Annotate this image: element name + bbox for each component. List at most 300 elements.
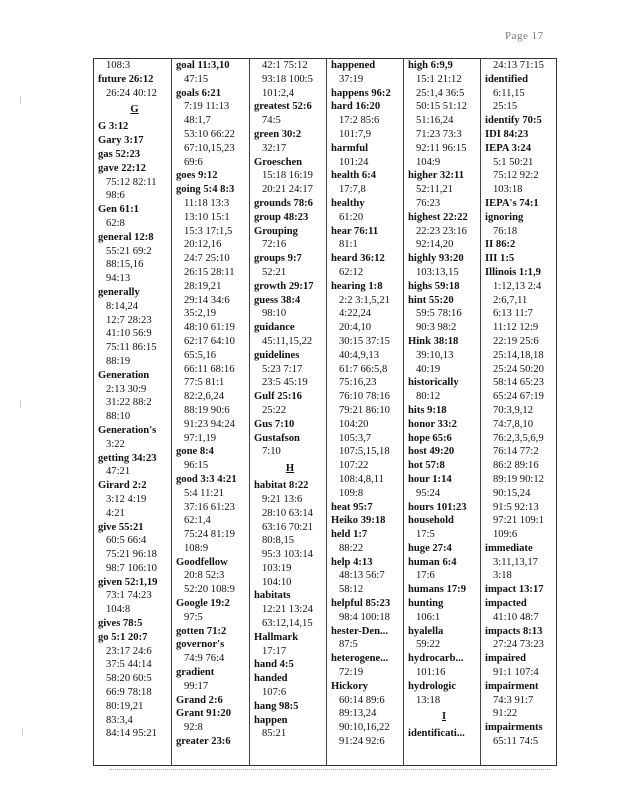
index-term: hear 76:11 xyxy=(331,225,379,237)
page-line-reference: 30:15 37:15 xyxy=(339,335,390,347)
index-term: Illinois 1:1,9 xyxy=(485,266,541,278)
page-line-reference: 95:24 xyxy=(416,487,441,499)
page-line-reference: 107:5,15,18 xyxy=(339,446,390,458)
index-term: Grouping xyxy=(254,225,298,237)
index-term: hunting xyxy=(408,598,444,610)
page-line-reference: 17:17 xyxy=(262,645,287,657)
index-term: future 26:12 xyxy=(98,73,154,85)
page-line-reference: 45:11,15,22 xyxy=(262,335,313,347)
page-line-reference: 67:10,15,23 xyxy=(184,142,235,154)
page-line-reference: 2:2 3:1,5,21 xyxy=(339,294,390,306)
page-line-reference: 23:5 45:19 xyxy=(262,377,308,389)
page-line-reference: 53:10 66:22 xyxy=(184,128,235,140)
index-term: impaired xyxy=(485,653,527,665)
index-term: held 1:7 xyxy=(331,529,368,541)
index-term: hydrocarb... xyxy=(408,653,464,665)
index-term: Hink 38:18 xyxy=(408,335,459,347)
page-line-reference: 107:22 xyxy=(339,460,369,472)
page-line-reference: 88:19 90:6 xyxy=(184,404,230,416)
page-line-reference: 74:5 xyxy=(262,115,281,127)
index-term: grounds 78:6 xyxy=(254,197,313,209)
index-term: Grand 2:6 xyxy=(176,694,223,706)
index-term: identified xyxy=(485,73,528,85)
page-line-reference: 37:19 xyxy=(339,73,364,85)
page-line-reference: 1:12,13 2:4 xyxy=(493,280,542,292)
page-line-reference: 99:17 xyxy=(184,680,209,692)
page-line-reference: 88:19 xyxy=(106,355,131,367)
page-line-reference: 80:8,15 xyxy=(262,535,295,547)
page-line-reference: 7:19 11:13 xyxy=(184,101,230,113)
index-term: Gustafson xyxy=(254,432,300,444)
index-term: greater 23:6 xyxy=(176,736,231,748)
page-line-reference: 66:11 68:16 xyxy=(184,363,235,375)
page-line-reference: 70:3,9,12 xyxy=(493,404,534,416)
index-term: guidelines xyxy=(254,349,300,361)
page-line-reference: 89:19 90:12 xyxy=(493,473,544,485)
index-term: immediate xyxy=(485,542,533,554)
page-line-reference: 17:6 xyxy=(416,570,435,582)
page-line-reference: 58:12 xyxy=(339,584,364,596)
page-line-reference: 48:13 56:7 xyxy=(339,570,385,582)
page-line-reference: 26:24 40:12 xyxy=(106,87,157,99)
index-term: hot 57:8 xyxy=(408,460,445,472)
index-term: III 1:5 xyxy=(485,253,515,265)
page-line-reference: 75:11 86:15 xyxy=(106,342,157,354)
index-term: hyalella xyxy=(408,625,444,637)
page-line-reference: 98:6 xyxy=(106,190,125,202)
index-term: huge 27:4 xyxy=(408,542,452,554)
page-line-reference: 74:3 91:7 xyxy=(493,694,534,706)
page-line-reference: 58:14 65:23 xyxy=(493,377,544,389)
page-line-reference: 22:23 23:16 xyxy=(416,225,467,237)
page-line-reference: 65:5,16 xyxy=(184,349,217,361)
page-line-reference: 12:7 28:23 xyxy=(106,314,152,326)
index-column-6 xyxy=(481,59,558,765)
page-line-reference: 76:14 77:2 xyxy=(493,446,539,458)
page-line-reference: 88:10 xyxy=(106,411,131,423)
page-line-reference: 58:20 60:5 xyxy=(106,673,152,685)
page-line-reference: 28:19,21 xyxy=(184,280,222,292)
page-line-reference: 92:8 xyxy=(184,722,203,734)
page-line-reference: 11:12 12:9 xyxy=(493,322,539,334)
page-line-reference: 69:6 xyxy=(184,156,203,168)
page-line-reference: 20:8 52:3 xyxy=(184,570,225,582)
index-term: impairments xyxy=(485,722,543,734)
index-term: ignoring xyxy=(485,211,524,223)
page-line-reference: 24:7 25:10 xyxy=(184,253,230,265)
page-line-reference: 25:1,4 36:5 xyxy=(416,87,465,99)
index-term: hand 4:5 xyxy=(254,659,294,671)
page-line-reference: 101:2,4 xyxy=(262,87,295,99)
page-line-reference: 27:24 73:23 xyxy=(493,639,544,651)
scan-mark xyxy=(20,96,24,104)
page-line-reference: 55:21 69:2 xyxy=(106,245,152,257)
index-term: Groeschen xyxy=(254,156,303,168)
page-line-reference: 25:14,18,18 xyxy=(493,349,544,361)
page-line-reference: 4:22,24 xyxy=(339,308,372,320)
page-line-reference: 9:21 13:6 xyxy=(262,493,303,505)
index-term: goal 11:3,10 xyxy=(176,60,230,71)
page-line-reference: 98:10 xyxy=(262,308,287,320)
page-line-reference: 108:4,8,11 xyxy=(339,473,384,485)
page-line-reference: 13:18 xyxy=(416,694,441,706)
page-line-reference: 59:5 78:16 xyxy=(416,308,462,320)
section-letter: G xyxy=(130,104,139,116)
page-line-reference: 88:15,16 xyxy=(106,259,144,271)
index-term: higher 32:11 xyxy=(408,170,465,182)
page-line-reference: 41:10 48:7 xyxy=(493,611,539,623)
index-term: gas 52:23 xyxy=(98,148,141,160)
index-term: IEPA 3:24 xyxy=(485,142,532,154)
page-line-reference: 75:12 82:11 xyxy=(106,176,157,188)
index-term: impacts 8:13 xyxy=(485,625,543,637)
page-line-reference: 90:10,16,22 xyxy=(339,722,390,734)
page-line-reference: 12:21 13:24 xyxy=(262,604,313,616)
index-term: Heiko 39:18 xyxy=(331,515,386,527)
page-line-reference: 101:7,9 xyxy=(339,128,372,140)
page-line-reference: 3:18 xyxy=(493,570,512,582)
page-line-reference: 62:8 xyxy=(106,217,125,229)
page-line-reference: 76:23 xyxy=(416,197,441,209)
index-term: given 52:1,19 xyxy=(98,576,158,588)
page-line-reference: 62:12 xyxy=(339,266,364,278)
index-term: honor 33:2 xyxy=(408,418,457,430)
page-line-reference: 22:19 25:6 xyxy=(493,335,539,347)
index-column-4 xyxy=(327,59,404,765)
index-term: highly 93:20 xyxy=(408,253,464,265)
page-line-reference: 40:19 xyxy=(416,363,441,375)
page-line-reference: 37:16 61:23 xyxy=(184,501,235,513)
page-line-reference: 60:5 66:4 xyxy=(106,535,147,547)
page-line-reference: 80:19,21 xyxy=(106,700,144,712)
page-line-reference: 25:15 xyxy=(493,101,518,113)
index-term: Goodfellow xyxy=(176,556,228,568)
index-term: give 55:21 xyxy=(98,521,144,533)
page-line-reference: 90:3 98:2 xyxy=(416,322,457,334)
index-term: group 48:23 xyxy=(254,211,309,223)
page-line-reference: 74:7,8,10 xyxy=(493,418,534,430)
page-line-reference: 50:15 51:12 xyxy=(416,101,467,113)
page-line-reference: 83:3,4 xyxy=(106,714,133,726)
index-term: hard 16:20 xyxy=(331,101,381,113)
page-line-reference: 90:15,24 xyxy=(493,487,531,499)
page-line-reference: 61:20 xyxy=(339,211,364,223)
page-line-reference: 2:6,7,11 xyxy=(493,294,528,306)
index-column-2 xyxy=(172,59,250,765)
page-line-reference: 48:10 61:19 xyxy=(184,322,235,334)
page-line-reference: 109:8 xyxy=(339,487,364,499)
index-term: go 5:1 20:7 xyxy=(98,631,148,643)
index-term: hope 65:6 xyxy=(408,432,452,444)
page-line-reference: 4:21 xyxy=(106,507,125,519)
index-term: general 12:8 xyxy=(98,231,154,243)
page-line-reference: 76:10 78:16 xyxy=(339,391,390,403)
index-term: habitat 8:22 xyxy=(254,480,309,492)
page-line-reference: 3:12 4:19 xyxy=(106,493,147,505)
page-line-reference: 25:22 xyxy=(262,404,287,416)
page-line-reference: 52:11,21 xyxy=(416,184,453,196)
index-term: hint 55:20 xyxy=(408,294,454,306)
page-line-reference: 41:10 56:9 xyxy=(106,328,152,340)
page-line-reference: 8:14,24 xyxy=(106,300,139,312)
index-column-5 xyxy=(404,59,481,765)
page-line-reference: 104:9 xyxy=(416,156,441,168)
page-line-reference: 20:4,10 xyxy=(339,322,372,334)
page-line-reference: 103:19 xyxy=(262,562,292,574)
page-line-reference: 84:14 95:21 xyxy=(106,728,157,740)
page-line-reference: 105:3,7 xyxy=(339,432,372,444)
page-line-reference: 20:12,16 xyxy=(184,239,222,251)
page-line-reference: 89:13,24 xyxy=(339,708,377,720)
page-line-reference: 97:1,19 xyxy=(184,432,217,444)
page-line-reference: 108:9 xyxy=(184,542,209,554)
index-term: Grant 91:20 xyxy=(176,708,232,720)
page-line-reference: 63:12,14,15 xyxy=(262,618,313,630)
page-line-reference: 28:10 63:14 xyxy=(262,507,313,519)
index-term: goes 9:12 xyxy=(176,170,218,182)
index-term: gone 8:4 xyxy=(176,446,214,458)
section-letter: I xyxy=(441,711,447,723)
index-term: help 4:13 xyxy=(331,556,373,568)
page-line-reference: 104:10 xyxy=(262,576,292,588)
page-line-reference: 91:5 92:13 xyxy=(493,501,539,513)
index-term: groups 9:7 xyxy=(254,253,302,265)
page-line-reference: 40:4,9,13 xyxy=(339,349,380,361)
page-line-reference: 91:1 107:4 xyxy=(493,667,539,679)
page-line-reference: 80:12 xyxy=(416,391,441,403)
footer-rule xyxy=(110,769,550,771)
page-line-reference: 103:18 xyxy=(493,184,523,196)
page-line-reference: 86:2 89:16 xyxy=(493,460,539,472)
page-line-reference: 62:1,4 xyxy=(184,515,211,527)
index-term: Hallmark xyxy=(254,631,299,643)
page-line-reference: 5:1 50:21 xyxy=(493,156,534,168)
page-line-reference: 52:20 108:9 xyxy=(184,584,235,596)
page-line-reference: 2:13 30:9 xyxy=(106,383,147,395)
page-line-reference: 98:7 106:10 xyxy=(106,562,157,574)
index-term: Girard 2:2 xyxy=(98,480,147,492)
index-term: gradient xyxy=(176,667,215,679)
page-line-reference: 91:23 94:24 xyxy=(184,418,235,430)
page-line-reference: 15:18 16:19 xyxy=(262,170,313,182)
page-line-reference: 59:22 xyxy=(416,639,441,651)
index-term: healthy xyxy=(331,197,365,209)
index-term: impacted xyxy=(485,598,527,610)
page-line-reference: 15:3 17:1,5 xyxy=(184,225,233,237)
index-term: gotten 71:2 xyxy=(176,625,227,637)
page-line-reference: 65:11 74:5 xyxy=(493,736,539,748)
page-line-reference: 11:18 13:3 xyxy=(184,197,230,209)
page-line-reference: 101:24 xyxy=(339,156,369,168)
index-term: IDI 84:23 xyxy=(485,128,529,140)
index-term: historically xyxy=(408,377,459,389)
index-term: Gary 3:17 xyxy=(98,135,144,147)
index-term: identify 70:5 xyxy=(485,115,542,127)
page-line-reference: 60:14 89:6 xyxy=(339,694,385,706)
page-line-reference: 32:17 xyxy=(262,142,287,154)
page-line-reference: 92:14,20 xyxy=(416,239,454,251)
index-term: high 6:9,9 xyxy=(408,60,453,71)
index-term: heterogene... xyxy=(331,653,389,665)
page-line-reference: 61:7 66:5,8 xyxy=(339,363,388,375)
page-line-reference: 6:11,15 xyxy=(493,87,525,99)
page-line-reference: 79:21 86:10 xyxy=(339,404,390,416)
page-line-reference: 73:1 74:23 xyxy=(106,590,152,602)
page-line-reference: 24:13 71:15 xyxy=(493,60,544,71)
page-line-reference: 106:1 xyxy=(416,611,441,623)
page-line-reference: 75:21 96:18 xyxy=(106,549,157,561)
page-line-reference: 101:16 xyxy=(416,667,446,679)
page-line-reference: 98:4 100:18 xyxy=(339,611,390,623)
page-line-reference: 71:23 73:3 xyxy=(416,128,462,140)
word-index-table xyxy=(93,58,557,766)
page-line-reference: 76:2,3,5,6,9 xyxy=(493,432,544,444)
index-term: habitats xyxy=(254,590,291,602)
index-term: green 30:2 xyxy=(254,128,302,140)
page-line-reference: 87:5 xyxy=(339,639,358,651)
page-line-reference: 35:2,19 xyxy=(184,308,217,320)
page-line-reference: 25:24 50:20 xyxy=(493,363,544,375)
page-line-reference: 107:6 xyxy=(262,687,287,699)
page-line-reference: 17:2 85:6 xyxy=(339,115,380,127)
page-line-reference: 74:9 76:4 xyxy=(184,653,225,665)
page-line-reference: 104:20 xyxy=(339,418,369,430)
page-line-reference: 72:19 xyxy=(339,667,364,679)
index-term: handed xyxy=(254,673,288,685)
scan-mark xyxy=(22,728,26,736)
index-term: governor's xyxy=(176,639,225,651)
index-term: Gus 7:10 xyxy=(254,418,295,430)
section-letter: H xyxy=(285,463,295,475)
page-line-reference: 97:5 xyxy=(184,611,203,623)
index-term: household xyxy=(408,515,454,527)
page-line-reference: 109:6 xyxy=(493,529,518,541)
page-line-reference: 51:16,24 xyxy=(416,115,454,127)
page-line-reference: 75:24 81:19 xyxy=(184,529,235,541)
page-line-reference: 37:5 44:14 xyxy=(106,659,152,671)
page-line-reference: 63:16 70:21 xyxy=(262,521,313,533)
index-term: Generation xyxy=(98,369,150,381)
page-line-reference: 72:16 xyxy=(262,239,287,251)
page-line-reference: 95:3 103:14 xyxy=(262,549,313,561)
index-term: impairment xyxy=(485,680,539,692)
page-line-reference: 3:22 xyxy=(106,438,125,450)
index-term: hearing 1:8 xyxy=(331,280,383,292)
page-line-reference: 108:3 xyxy=(106,60,131,71)
scan-mark xyxy=(20,400,24,408)
page-line-reference: 47:15 xyxy=(184,73,209,85)
page-line-reference: 88:22 xyxy=(339,542,364,554)
page-line-reference: 52:21 xyxy=(262,266,287,278)
page-line-reference: 39:10,13 xyxy=(416,349,454,361)
page-line-reference: 42:1 75:12 xyxy=(262,60,308,71)
page-line-reference: 3:11,13,17 xyxy=(493,556,538,568)
index-term: gives 78:5 xyxy=(98,618,143,630)
index-column-1 xyxy=(94,59,172,765)
index-term: identificati... xyxy=(408,728,465,740)
index-term: heat 95:7 xyxy=(331,501,373,513)
index-term: Google 19:2 xyxy=(176,598,230,610)
index-term: hours 101:23 xyxy=(408,501,467,513)
index-term: goals 6:21 xyxy=(176,87,222,99)
page-line-reference: 5:4 11:21 xyxy=(184,487,224,499)
page-line-reference: 48:1,7 xyxy=(184,115,211,127)
index-term: happen xyxy=(254,714,288,726)
page-line-reference: 17:5 xyxy=(416,529,435,541)
page-line-reference: 75:12 92:2 xyxy=(493,170,539,182)
page-line-reference: 26:15 28:11 xyxy=(184,266,235,278)
page-line-reference: 15:1 21:12 xyxy=(416,73,462,85)
index-term: impact 13:17 xyxy=(485,584,544,596)
page-line-reference: 93:18 100:5 xyxy=(262,73,313,85)
index-column-3 xyxy=(250,59,327,765)
page-line-reference: 5:23 7:17 xyxy=(262,363,303,375)
page-line-reference: 62:17 64:10 xyxy=(184,335,235,347)
page-line-reference: 97:21 109:1 xyxy=(493,515,544,527)
page-line-reference: 7:10 xyxy=(262,446,281,458)
page-line-reference: 94:13 xyxy=(106,273,131,285)
page-line-reference: 91:24 92:6 xyxy=(339,736,385,748)
index-term: Hickory xyxy=(331,680,369,692)
page-number-label: Page 17 xyxy=(505,30,544,42)
index-term: Gen 61:1 xyxy=(98,204,139,216)
index-term: humans 17:9 xyxy=(408,584,466,596)
page-line-reference: 65:24 67:19 xyxy=(493,391,544,403)
page-line-reference: 47:21 xyxy=(106,466,131,478)
index-term: Gulf 25:16 xyxy=(254,391,302,403)
index-term: hydrologic xyxy=(408,680,457,692)
page-line-reference: 92:11 96:15 xyxy=(416,142,467,154)
index-term: hang 98:5 xyxy=(254,700,299,712)
page-line-reference: 85:21 xyxy=(262,728,287,740)
index-term: health 6:4 xyxy=(331,170,377,182)
index-term: harmful xyxy=(331,142,369,154)
index-term: going 5:4 8:3 xyxy=(176,184,235,196)
index-term: II 86:2 xyxy=(485,239,516,251)
page-line-reference: 91:22 xyxy=(493,708,518,720)
index-term: guess 38:4 xyxy=(254,294,301,306)
page-line-reference: 76:18 xyxy=(493,225,518,237)
page-line-reference: 77:5 81:1 xyxy=(184,377,225,389)
index-term: Generation's xyxy=(98,424,157,436)
index-term: host 49:20 xyxy=(408,446,455,458)
index-term: good 3:3 4:21 xyxy=(176,473,237,485)
index-term: greatest 52:6 xyxy=(254,101,312,113)
page-line-reference: 23:17 24:6 xyxy=(106,645,152,657)
page-line-reference: 96:15 xyxy=(184,460,209,472)
index-term: hester-Den... xyxy=(331,625,388,637)
index-term: hour 1:14 xyxy=(408,473,452,485)
page-line-reference: 13:10 15:1 xyxy=(184,211,230,223)
page-line-reference: 81:1 xyxy=(339,239,358,251)
index-term: human 6:4 xyxy=(408,556,457,568)
page-line-reference: 20:21 24:17 xyxy=(262,184,313,196)
index-term: happened xyxy=(331,60,376,71)
index-term: growth 29:17 xyxy=(254,280,314,292)
index-term: hits 9:18 xyxy=(408,404,447,416)
index-term: highs 59:18 xyxy=(408,280,460,292)
page-line-reference: 29:14 34:6 xyxy=(184,294,230,306)
index-term: guidance xyxy=(254,322,295,334)
page-line-reference: 104:8 xyxy=(106,604,131,616)
page-line-reference: 6:13 11:7 xyxy=(493,308,533,320)
page-line-reference: 66:9 78:18 xyxy=(106,687,152,699)
page-line-reference: 82:2,6,24 xyxy=(184,391,225,403)
page-line-reference: 103:13,15 xyxy=(416,266,459,278)
index-term: highest 22:22 xyxy=(408,211,468,223)
page-line-reference: 31:22 88:2 xyxy=(106,397,152,409)
index-term: IEPA's 74:1 xyxy=(485,197,539,209)
